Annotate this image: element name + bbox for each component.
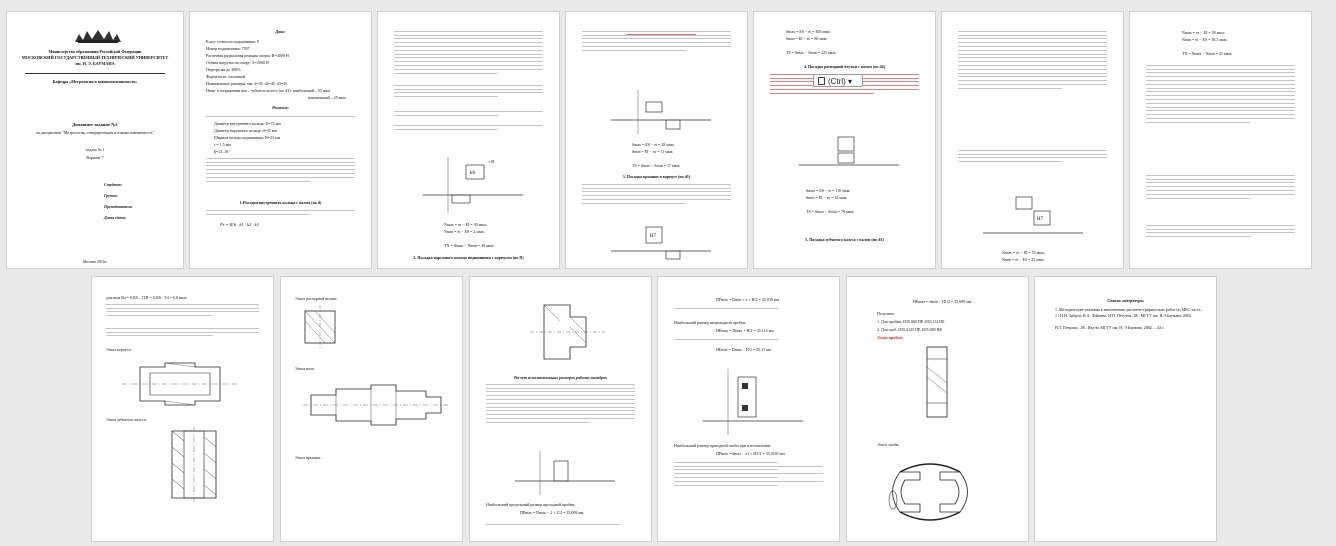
gauge-tolerance-diagram bbox=[698, 365, 808, 437]
cover-sketch bbox=[530, 297, 605, 367]
variant: Вариант 7 bbox=[86, 155, 104, 160]
value-line: Nmax = es − EI = 55 мкм; bbox=[1002, 250, 1045, 255]
calc-line: ПРmax = dmax − z1 + H1/2 = 35,0185 мм bbox=[716, 451, 785, 456]
section-heading: 2. Посадка наружного кольца подшипника с корпусом (по D) bbox=[413, 255, 524, 260]
text-block bbox=[674, 459, 823, 488]
given-line: Натяг в сопряжении вал – зубчатое колесо (по d3): наибольший – 55 мкм bbox=[206, 88, 330, 93]
bullet-item: r = 1,5 мм bbox=[214, 142, 231, 147]
value-line: Nmax = es − EI = 58 мкм; bbox=[1182, 30, 1225, 35]
text-block bbox=[106, 325, 259, 339]
page-6 bbox=[941, 11, 1124, 269]
page-9 bbox=[280, 276, 463, 542]
clipboard-icon bbox=[818, 77, 825, 85]
value-line: TS = Smax − Smin = 78 мкм; bbox=[806, 209, 855, 214]
formula: Pr = R/b · k1 · k2 · k3 bbox=[220, 222, 259, 227]
given-line: Форма вала: сплошной bbox=[206, 74, 246, 79]
text-block bbox=[582, 181, 731, 207]
discipline: по дисциплине "Метрология, стандартизация и взаимозаменяемость" bbox=[35, 130, 155, 135]
tolerance-diagram bbox=[794, 127, 904, 182]
result-line: 2. Для скоб: Ø35,0125 ПР, Ø35,009 НЕ bbox=[877, 327, 942, 332]
text-block bbox=[394, 122, 543, 132]
given-line: Расчетная радиальная реакция опоры: R=4000 Н bbox=[206, 53, 289, 58]
red-note: Эскиз пробки: bbox=[877, 335, 904, 340]
calc-line: Наибольший предельный размер проходной пробки: bbox=[486, 502, 576, 507]
text-block bbox=[394, 108, 543, 118]
value-line: Smax = ES − ei = 305 мкм; bbox=[786, 29, 831, 34]
value-line: Smax = ES − ei = 110 мкм; bbox=[806, 188, 851, 193]
highlight bbox=[626, 34, 696, 35]
housing-sketch bbox=[120, 359, 240, 409]
sketch-caption: Эскиз скобы: bbox=[877, 442, 900, 447]
section-heading: Расчет исполнительных размеров рабочих калибров bbox=[513, 375, 608, 380]
value-line: TS = Smax − Smin = 17 мкм; bbox=[632, 163, 681, 168]
snap-gauge-sketch bbox=[875, 452, 985, 532]
date-label: Дата сдачи: bbox=[104, 215, 127, 220]
page-5 bbox=[753, 11, 936, 269]
sleeve-sketch bbox=[299, 305, 369, 350]
page-11 bbox=[657, 276, 840, 542]
value-line: Nmin = ei − ES = 38,5 мкм; bbox=[1182, 37, 1228, 42]
bibliography-title: Список литературы bbox=[1107, 298, 1144, 303]
page-2-given bbox=[189, 11, 372, 269]
paste-options-button[interactable] bbox=[813, 74, 863, 87]
value-line: Nmax = es − EI = 30 мкм; bbox=[444, 222, 487, 227]
page-3 bbox=[377, 11, 560, 269]
text-block bbox=[1146, 172, 1295, 201]
value-line: Smax = ES − ei = 28 мкм; bbox=[632, 142, 675, 147]
text-block bbox=[486, 521, 621, 528]
given-heading: Дано: bbox=[275, 29, 286, 34]
teacher-label: Преподаватель: bbox=[104, 204, 133, 209]
text-block bbox=[394, 28, 543, 76]
report-title: Домашнее задание №1 bbox=[72, 122, 118, 127]
city-year: Москва 2016г. bbox=[82, 259, 108, 264]
bullet-item: Диаметр наружного кольца: d=35 мм bbox=[214, 128, 277, 133]
calc-line: ПРmax = Dmin + z + H/2 = 35,039 мм bbox=[716, 297, 779, 302]
text-block bbox=[486, 381, 635, 426]
bullet-item: Диаметр внутреннего кольца: D=72 мм bbox=[214, 121, 281, 126]
value-line: Smin = EI − es = 32 мкм; bbox=[806, 195, 848, 200]
tolerance-diagram bbox=[418, 147, 528, 217]
ministry: Министерство образования Российской Федерации bbox=[48, 49, 142, 54]
given-line: Осевая нагрузка на опору: A=2000 Н bbox=[206, 60, 269, 65]
calc-line: Наибольший размер непроходной пробки: bbox=[674, 320, 746, 325]
page-8 bbox=[91, 276, 274, 542]
bullet-item: Ширина кольца подшипника: B=23 мм bbox=[214, 135, 281, 140]
sketch-caption: Эскиз крышки: bbox=[295, 455, 321, 460]
text-block bbox=[1146, 62, 1295, 126]
value-line: Nmin = ei − ES = 25 мкм; bbox=[1002, 257, 1045, 262]
section-heading: 3. Посадка крышки в корпусе (по d1) bbox=[622, 174, 691, 179]
value-line: TN = Nmax − Nmin = 28 мкм; bbox=[444, 243, 495, 248]
section-heading: 1.Посадка внутреннего кольца с валом (по d) bbox=[239, 200, 322, 205]
calc-line: Наибольший размер проходной скобы при изготовлении: bbox=[674, 443, 772, 448]
given-line: Номер подшипника: 7507 bbox=[206, 46, 250, 51]
university: МОСКОВСКИЙ ГОСУДАРСТВЕННЫЙ ТЕХНИЧЕСКИЙ УНИВЕРСИТЕТ им. Н. Э. БАУМАНА bbox=[21, 55, 169, 66]
page-7 bbox=[1129, 11, 1312, 269]
fit-label: H7 bbox=[650, 234, 657, 239]
result-heading: Получено: bbox=[877, 311, 895, 316]
paste-label: (Ctrl) bbox=[828, 77, 846, 86]
given-line: Номинальные размеры, мм: d=35, d2=45, d3=45 bbox=[206, 81, 288, 86]
result-line: 1. Для пробки: Ø35,060 ПР, Ø35,114 НЕ bbox=[877, 319, 945, 324]
page-4 bbox=[565, 11, 748, 269]
department: Кафедра «Метрология и взаимозаменяемость» bbox=[52, 79, 138, 84]
page-10 bbox=[469, 276, 652, 542]
sketch-caption: Эскиз зубчатого колеса: bbox=[106, 417, 147, 422]
page-13 bbox=[1034, 276, 1217, 542]
solution-heading: Решение: bbox=[272, 105, 289, 110]
section-heading: 5. Посадка зубчатого колеса с валом (по d3) bbox=[805, 237, 884, 242]
calc-line: НЕmax = dmin − H1/2 = 35,009 мм bbox=[913, 299, 972, 304]
shaft-sketch bbox=[301, 375, 451, 435]
text-block bbox=[206, 207, 355, 217]
fit-label: k6 bbox=[470, 171, 475, 176]
given-line: Перегрузка до 300% bbox=[206, 67, 241, 72]
page-12 bbox=[846, 276, 1029, 542]
task-number: Задача № 1 bbox=[85, 147, 105, 152]
text-block bbox=[582, 28, 731, 54]
tolerance-diagram bbox=[978, 187, 1088, 247]
calc-line: НЕmin = Dmax − H/2 = 35,11 мм bbox=[716, 347, 772, 352]
tolerance-label: +18 bbox=[488, 159, 495, 164]
chevron-down-icon: ▾ bbox=[845, 77, 853, 86]
text-block bbox=[958, 147, 1107, 165]
calc-line: ПРmax = Dmax − 2 + Z/2 = 35,009 мм bbox=[520, 510, 584, 515]
value-line: Nmin = ei − ES = 2 мкм; bbox=[444, 229, 485, 234]
text-block bbox=[1146, 222, 1295, 240]
given-line: наименьший – 25 мкм bbox=[308, 95, 346, 100]
separator bbox=[25, 73, 165, 74]
emblem bbox=[73, 28, 123, 44]
group-label: Группа: bbox=[104, 193, 118, 198]
reference-2: Н.Т. Петрова; –М.: Изд-во МГТУ им. Н. Э.Баумана, 2002. – 44 с. bbox=[1055, 325, 1165, 330]
text-block bbox=[206, 155, 355, 184]
tolerance-diagram bbox=[510, 447, 620, 497]
text-block bbox=[394, 82, 543, 100]
calc-line: НЕmax = Dmax + H/2 = 35,114 мм bbox=[716, 328, 774, 333]
tolerance-diagram bbox=[606, 217, 716, 267]
bullet-item: β=12..16° bbox=[214, 149, 230, 154]
fit-label: H7 bbox=[1037, 217, 1044, 222]
value-line: Smin = EI − es = 11 мкм; bbox=[632, 149, 674, 154]
given-line: Класс точности подшипника: 0 bbox=[206, 39, 259, 44]
text-block bbox=[958, 28, 1107, 92]
reference-1: 1. Методические указания к выполнению расчетно-графических работ по МВС часть 1 / Н.Н. Зибров, В.А. Лейкина, Н.П. Петухов.–М.: МГТУ им. Н.Э.Баумана, 2002 bbox=[1055, 307, 1201, 318]
page-1-title bbox=[6, 11, 184, 269]
text-block bbox=[206, 113, 355, 120]
section-heading: 4. Посадка распорной втулки с валом (по d2) bbox=[803, 64, 886, 69]
text-block bbox=[674, 336, 823, 343]
text-line: для вала Ra = 0,8/0 – ITR = 0,8/6 · Td = 0,8 мкм; bbox=[106, 295, 187, 300]
plug-gauge-sketch bbox=[917, 343, 957, 421]
tolerance-diagram bbox=[606, 82, 716, 137]
value-line: TN = Nmax − Nmin = 41 мкм; bbox=[1182, 51, 1233, 56]
gear-sketch bbox=[164, 427, 224, 502]
sketch-caption: Эскиз корпуса: bbox=[106, 347, 132, 352]
sketch-caption: Эскиз распорной втулки: bbox=[295, 296, 338, 301]
value-line: Smin = EI − es = 80 мкм; bbox=[786, 36, 828, 41]
value-line: TS = Smax − Smin = 225 мкм; bbox=[786, 50, 837, 55]
student-label: Студент: bbox=[104, 182, 122, 187]
sketch-caption: Эскиз вала: bbox=[295, 366, 315, 371]
text-block bbox=[106, 301, 259, 319]
text-block bbox=[674, 305, 823, 312]
